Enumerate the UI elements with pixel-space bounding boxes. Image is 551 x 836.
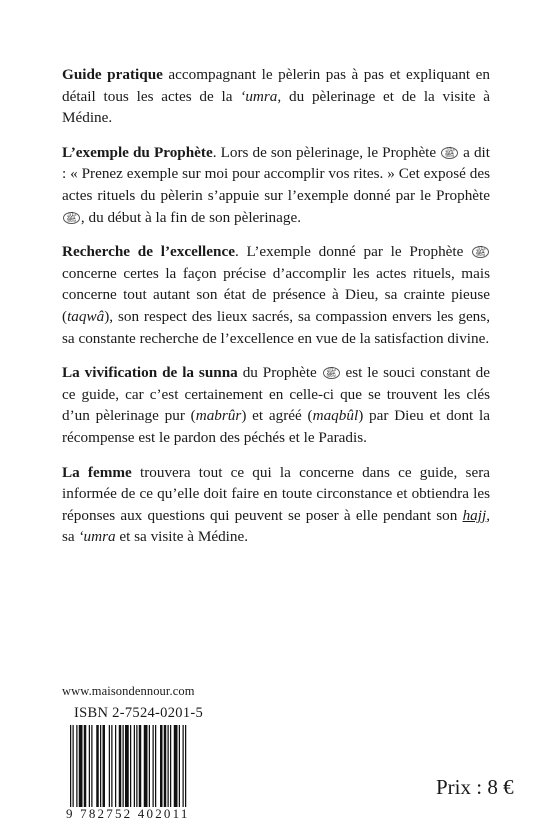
paragraph-lead: La femme bbox=[62, 463, 132, 481]
paragraph-text: , du début à la fin de son pèlerinage. bbox=[80, 208, 302, 226]
salla-symbol: ﷺ bbox=[63, 212, 80, 224]
paragraph-text: . L’exemple donné par le Prophète bbox=[234, 243, 472, 261]
paragraph-text: concerne certes la façon précise d’accomplir les actes rituels, mais concerne tout autant son état de présence à Dieu, sa crainte pieuse ( bbox=[62, 264, 490, 325]
barcode-bar bbox=[89, 725, 90, 807]
paragraph-text: . Lors de son pèlerinage, le Prophète bbox=[212, 143, 441, 161]
barcode-bar bbox=[84, 725, 87, 807]
paragraph-lead: L’exemple du Prophète bbox=[62, 143, 213, 161]
paragraph-text: du Prophète bbox=[237, 364, 322, 382]
price-label: Prix : 8 € bbox=[436, 775, 514, 799]
paragraph-text: trouvera tout ce qui la concerne dans ce guide, sera informée de ce qu’elle doit faire en toute circonstance et obtiendra les réponses aux questions qui peuvent se poser à elle pendant son bbox=[62, 463, 490, 524]
barcode-bar bbox=[125, 725, 129, 807]
barcode-image bbox=[68, 725, 232, 807]
paragraph-lead: Guide pratique bbox=[62, 66, 163, 83]
barcode-bar bbox=[164, 725, 167, 807]
barcode-bar bbox=[70, 725, 71, 807]
italic-term: taqwâ bbox=[67, 307, 105, 325]
paragraph bbox=[62, 64, 490, 129]
paragraph-text: , du pèlerinage et de la visite à Médine. bbox=[62, 87, 490, 127]
website-url: www.maisondennour.com bbox=[62, 684, 195, 698]
barcode-bar bbox=[136, 725, 137, 807]
paragraph bbox=[62, 241, 490, 349]
paragraph-lead: Recherche de l’excellence bbox=[62, 243, 235, 261]
description-text bbox=[62, 64, 490, 561]
barcode-bar bbox=[153, 725, 154, 807]
italic-term: hajj bbox=[462, 506, 487, 524]
paragraph-text: a dit : « Prenez exemple sur moi pour accomplir vos rites. » Cet exposé des actes rituels du pèlerin s’appuie sur l’exemple donné par le Prophète bbox=[62, 143, 490, 204]
isbn-number: ISBN 2-7524-0201-5 bbox=[74, 705, 204, 721]
salla-symbol: ﷺ bbox=[323, 367, 340, 379]
salla-symbol: ﷺ bbox=[472, 246, 489, 258]
barcode-bar bbox=[168, 725, 169, 807]
barcode-digits: 9 782752 402011 bbox=[66, 806, 190, 821]
barcode-bar bbox=[134, 725, 135, 807]
barcode-bar bbox=[115, 725, 116, 807]
barcode-bar bbox=[79, 725, 83, 807]
barcode-bar bbox=[139, 725, 142, 807]
paragraph-text: est le souci constant de ce guide, car c’est certainement en celle-ci que se trouvent les clés d’un pèlerinage pur ( bbox=[62, 364, 490, 425]
barcode-bar bbox=[144, 725, 148, 807]
barcode-bar bbox=[185, 725, 186, 807]
barcode-bar bbox=[183, 725, 184, 807]
italic-term: ‘umra bbox=[240, 87, 278, 105]
barcode-bar bbox=[119, 725, 122, 807]
paragraph-text: et sa visite à Médine. bbox=[115, 528, 249, 546]
salla-symbol: ﷺ bbox=[441, 147, 458, 159]
barcode-bar bbox=[73, 725, 74, 807]
barcode-bar bbox=[149, 725, 150, 807]
barcode-bar bbox=[160, 725, 163, 807]
paragraph-text: ) et agréé ( bbox=[241, 407, 313, 425]
barcode-bar bbox=[111, 725, 112, 807]
barcode-bar bbox=[100, 725, 101, 807]
barcode-bar bbox=[174, 725, 178, 807]
barcode-bar bbox=[96, 725, 99, 807]
paragraph-text: ) par Dieu et dont la récompense est le pardon des péchés et le Paradis. bbox=[62, 407, 490, 446]
paragraph-text: accompagnant le pèlerin pas à pas et expliquant en détail tous les actes de la bbox=[62, 66, 490, 105]
barcode-bar bbox=[103, 725, 106, 807]
barcode-bar bbox=[130, 725, 131, 807]
barcode-bar bbox=[109, 725, 110, 807]
barcode-bar bbox=[155, 725, 156, 807]
barcode-bar bbox=[170, 725, 171, 807]
barcode-bar bbox=[76, 725, 77, 807]
paragraph bbox=[62, 142, 490, 228]
italic-term: maqbûl bbox=[312, 407, 359, 425]
paragraph-text: ), son respect des lieux sacrés, sa compassion envers les gens, sa constante recherche de l’excellence en vue de la satisfaction divine. bbox=[62, 307, 490, 347]
italic-term: mabrûr bbox=[195, 407, 242, 425]
paragraph bbox=[62, 462, 490, 548]
italic-term: ‘umra bbox=[78, 528, 116, 546]
paragraph-text: , sa bbox=[62, 506, 490, 546]
paragraph-lead: La vivification de la sunna bbox=[62, 364, 238, 382]
barcode-bar bbox=[123, 725, 124, 807]
barcode-bar bbox=[91, 725, 92, 807]
barcode-bar bbox=[179, 725, 180, 807]
paragraph bbox=[62, 362, 490, 448]
